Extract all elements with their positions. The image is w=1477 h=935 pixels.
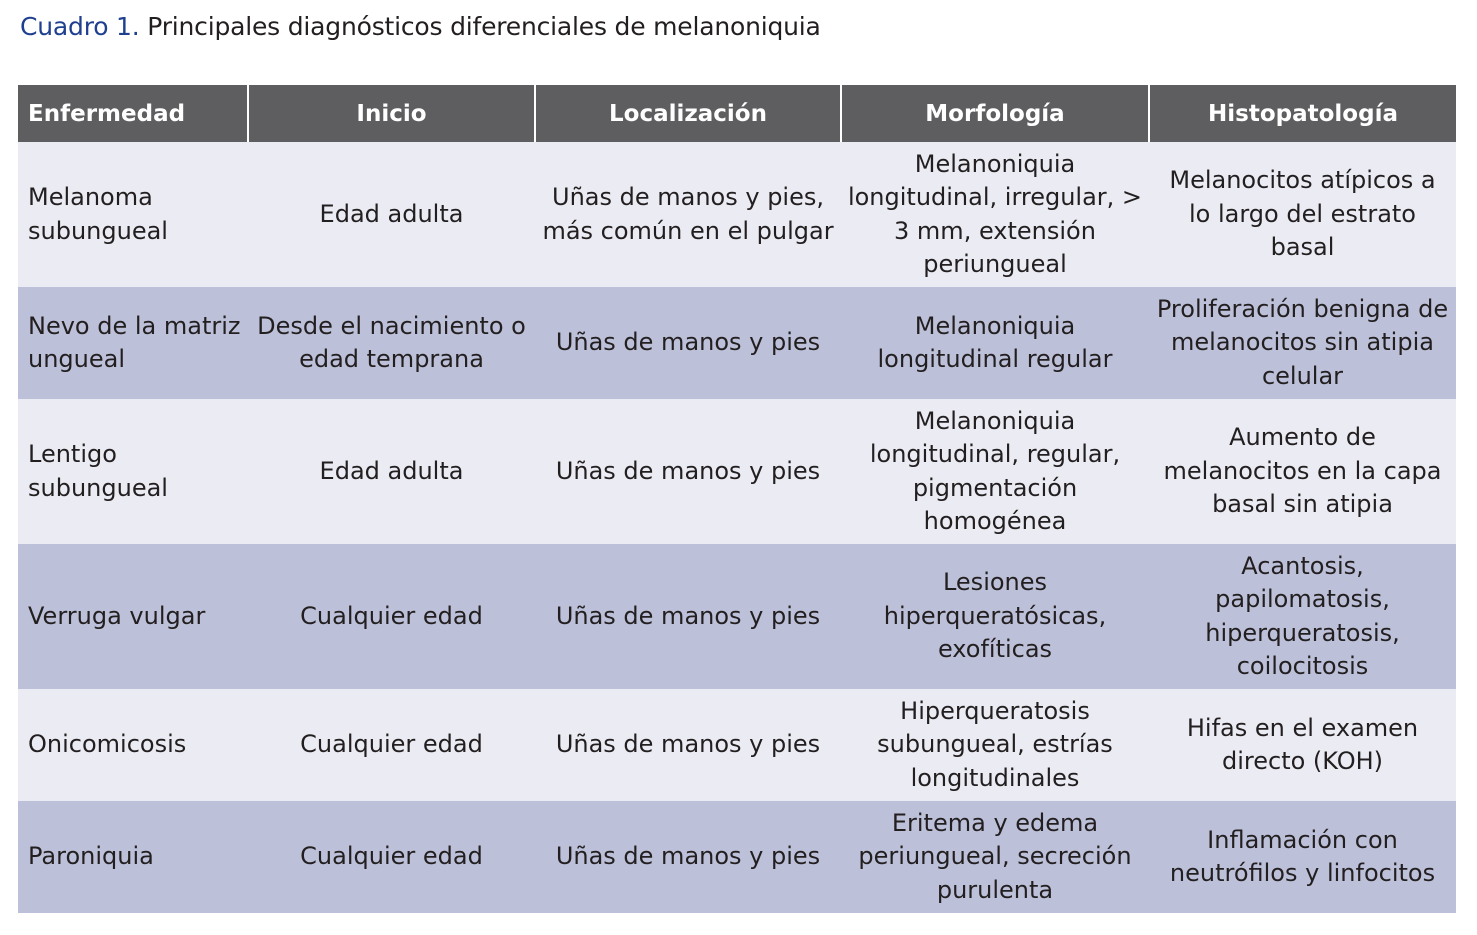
cell-histopatologia: Proliferación benigna de melanocitos sin atipia celular xyxy=(1149,287,1456,399)
cell-histopatologia: Inflamación con neutrófilos y linfocitos xyxy=(1149,801,1456,913)
cell-localizacion: Uñas de manos y pies xyxy=(535,399,841,544)
cell-morfologia: Melanoniquia longitudinal regular xyxy=(841,287,1149,399)
cell-morfologia: Lesiones hiperqueratósicas, exofíticas xyxy=(841,544,1149,689)
header-morfologia: Morfología xyxy=(841,85,1149,142)
cell-inicio: Edad adulta xyxy=(248,142,535,287)
table-header-row xyxy=(18,85,1456,142)
cell-morfologia: Hiperqueratosis subungueal, estrías longitudinales xyxy=(841,689,1149,801)
cell-enfermedad: Onicomicosis xyxy=(18,689,248,801)
cell-localizacion: Uñas de manos y pies xyxy=(535,287,841,399)
header-histopatologia: Histopatología xyxy=(1149,85,1456,142)
cell-enfermedad: Nevo de la matriz ungueal xyxy=(18,287,248,399)
table-row xyxy=(18,544,1456,689)
table-row xyxy=(18,142,1456,287)
cell-morfologia: Melanoniquia longitudinal, irregular, > 3 mm, extensión periungueal xyxy=(841,142,1149,287)
table-row xyxy=(18,287,1456,399)
cell-histopatologia: Aumento de melanocitos en la capa basal sin atipia xyxy=(1149,399,1456,544)
table-caption xyxy=(20,12,821,41)
header-inicio: Inicio xyxy=(248,85,535,142)
cell-inicio: Cualquier edad xyxy=(248,801,535,913)
cell-inicio: Cualquier edad xyxy=(248,544,535,689)
differential-diagnosis-table xyxy=(18,85,1456,913)
cell-histopatologia: Hifas en el examen directo (KOH) xyxy=(1149,689,1456,801)
header-localizacion: Localización xyxy=(535,85,841,142)
cell-histopatologia: Acantosis, papilomatosis, hiperqueratosis, coilocitosis xyxy=(1149,544,1456,689)
caption-label: Cuadro 1. xyxy=(20,12,140,41)
cell-localizacion: Uñas de manos y pies xyxy=(535,689,841,801)
cell-inicio: Edad adulta xyxy=(248,399,535,544)
header-enfermedad: Enfermedad xyxy=(18,85,248,142)
cell-localizacion: Uñas de manos y pies xyxy=(535,544,841,689)
cell-morfologia: Melanoniquia longitudinal, regular, pigmentación homogénea xyxy=(841,399,1149,544)
cell-enfermedad: Melanoma subungueal xyxy=(18,142,248,287)
cell-inicio: Cualquier edad xyxy=(248,689,535,801)
cell-morfologia: Eritema y edema periungueal, secreción purulenta xyxy=(841,801,1149,913)
table-row xyxy=(18,399,1456,544)
table-row xyxy=(18,689,1456,801)
caption-text: Principales diagnósticos diferenciales de melanoniquia xyxy=(147,12,821,41)
cell-enfermedad: Lentigo subungueal xyxy=(18,399,248,544)
table-row xyxy=(18,801,1456,913)
cell-enfermedad: Paroniquia xyxy=(18,801,248,913)
cell-enfermedad: Verruga vulgar xyxy=(18,544,248,689)
cell-localizacion: Uñas de manos y pies xyxy=(535,801,841,913)
cell-histopatologia: Melanocitos atípicos a lo largo del estrato basal xyxy=(1149,142,1456,287)
cell-inicio: Desde el nacimiento o edad temprana xyxy=(248,287,535,399)
cell-localizacion: Uñas de manos y pies, más común en el pulgar xyxy=(535,142,841,287)
